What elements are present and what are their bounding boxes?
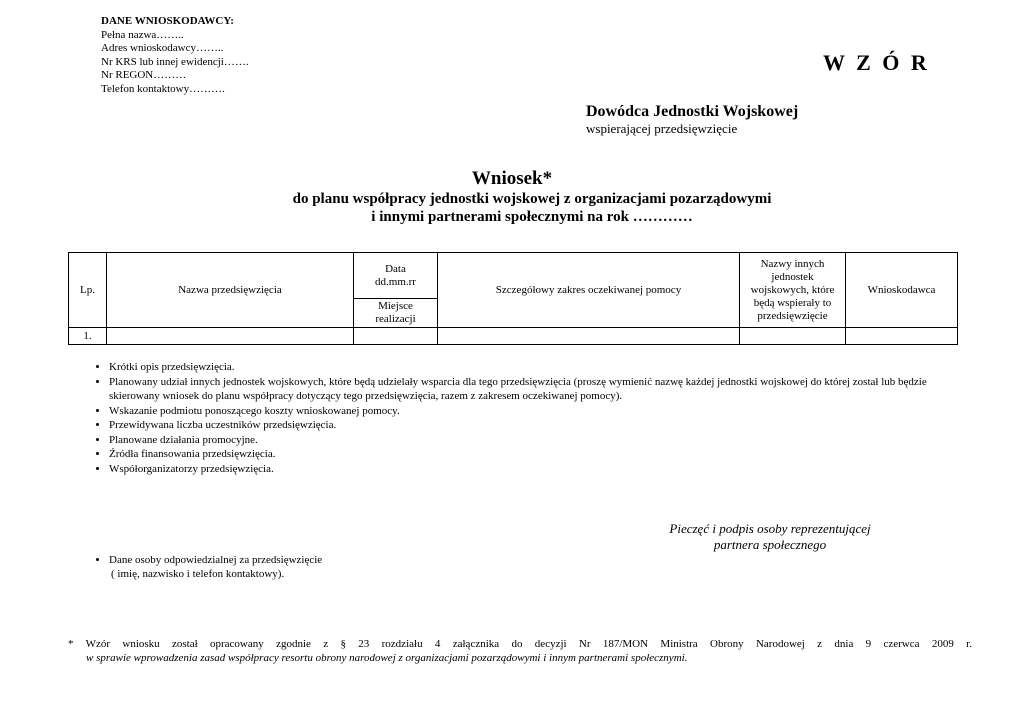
list-item: • Źródła finansowania przedsięwzięcia. (109, 447, 965, 462)
list-item: • Planowany udział innych jednostek wojskowych, które będą udzielały wsparcia dla tego przedsięwzięcia (proszę wymienić nazwę każdej jednostki wojskowej do której został lub będzie skierowany wniosek do planu współpracy dotyczący tego przedsięwzięcia, razem z zakresem oczekiwanej pomocy). (109, 375, 965, 404)
responsible-person-hint: ( imię, nazwisko i telefon kontaktowy). (111, 568, 285, 580)
recipient-block (586, 102, 798, 137)
row-1-lp: 1. (69, 328, 107, 345)
document-subtitle-1: do planu współpracy jednostki wojskowej z organizacjami pozarządowymi (292, 191, 772, 207)
applicant-krs: Nr KRS lub innej ewidencji……. (101, 55, 249, 68)
header-project-name: Nazwa przedsięwzięcia (107, 253, 354, 328)
signature-line-1: Pieczęć i podpis osoby reprezentującej (669, 521, 871, 536)
recipient-subtitle: wspierającej przedsięwzięcie (586, 121, 738, 136)
list-item: • Planowane działania promocyjne. (109, 433, 965, 448)
footnote-line-1: * Wzór wniosku został opracowany zgodnie z § 23 rozdziału 4 załącznika do decyzji Nr 187/MON Ministra Obrony Narodowej z dnia 9 czerwca 2009 r. (68, 638, 972, 650)
header-date: Data dd.mm.rr (354, 253, 438, 299)
document-title: Wniosek* (471, 168, 553, 189)
footnote-line-2: w sprawie wprowadzenia zasad współpracy resortu obrony narodowej z organizacjami pozarządowymi i innym partnerami społecznymi. (86, 652, 688, 664)
row-1-applicant-cell[interactable] (846, 328, 958, 345)
header-other-units: Nazwy innych jednostek wojskowych, które będą wspierały to przedsięwzięcie (740, 253, 846, 328)
requirements-list (85, 360, 965, 476)
list-item: • Przewidywana liczba uczestników przedsięwzięcia. (109, 418, 965, 433)
applicant-address: Adres wnioskodawcy…….. (101, 42, 224, 55)
responsible-person-item: • Dane osoby odpowiedzialnej za przedsięwzięcie (109, 553, 322, 567)
applicant-regon: Nr REGON……… (101, 69, 187, 82)
signature-block (640, 521, 900, 553)
row-1-date-cell[interactable] (354, 328, 438, 345)
signature-line-2: partnera społecznego (713, 537, 827, 552)
header-scope: Szczegółowy zakres oczekiwanej pomocy (438, 253, 740, 328)
applicant-header: DANE WNIOSKODAWCY: (101, 15, 234, 27)
footnote-block (68, 637, 972, 665)
row-1-units-cell[interactable] (740, 328, 846, 345)
header-place: Miejsce realizacji (354, 299, 438, 328)
recipient-title: Dowódca Jednostki Wojskowej (586, 103, 799, 120)
list-item: • Wskazanie podmiotu ponoszącego koszty wnioskowanej pomocy. (109, 404, 965, 419)
document-title-block (0, 168, 1024, 226)
header-applicant: Wnioskodawca (846, 253, 958, 328)
row-1-scope-cell[interactable] (438, 328, 740, 345)
row-1-name-cell[interactable] (107, 328, 354, 345)
projects-table (68, 252, 958, 345)
header-lp: Lp. (69, 253, 107, 328)
template-label: W Z Ó R (823, 50, 930, 75)
applicant-phone: Telefon kontaktowy………. (101, 82, 225, 95)
list-item: • Krótki opis przedsięwzięcia. (109, 360, 965, 375)
list-item: • Współorganizatorzy przedsięwzięcia. (109, 462, 965, 477)
applicant-full-name: Pełna nazwa…….. (101, 28, 184, 41)
applicant-data-block (101, 15, 249, 97)
responsible-person-block (85, 553, 322, 581)
document-subtitle-2: i innymi partnerami społecznymi na rok ………… (371, 209, 693, 225)
